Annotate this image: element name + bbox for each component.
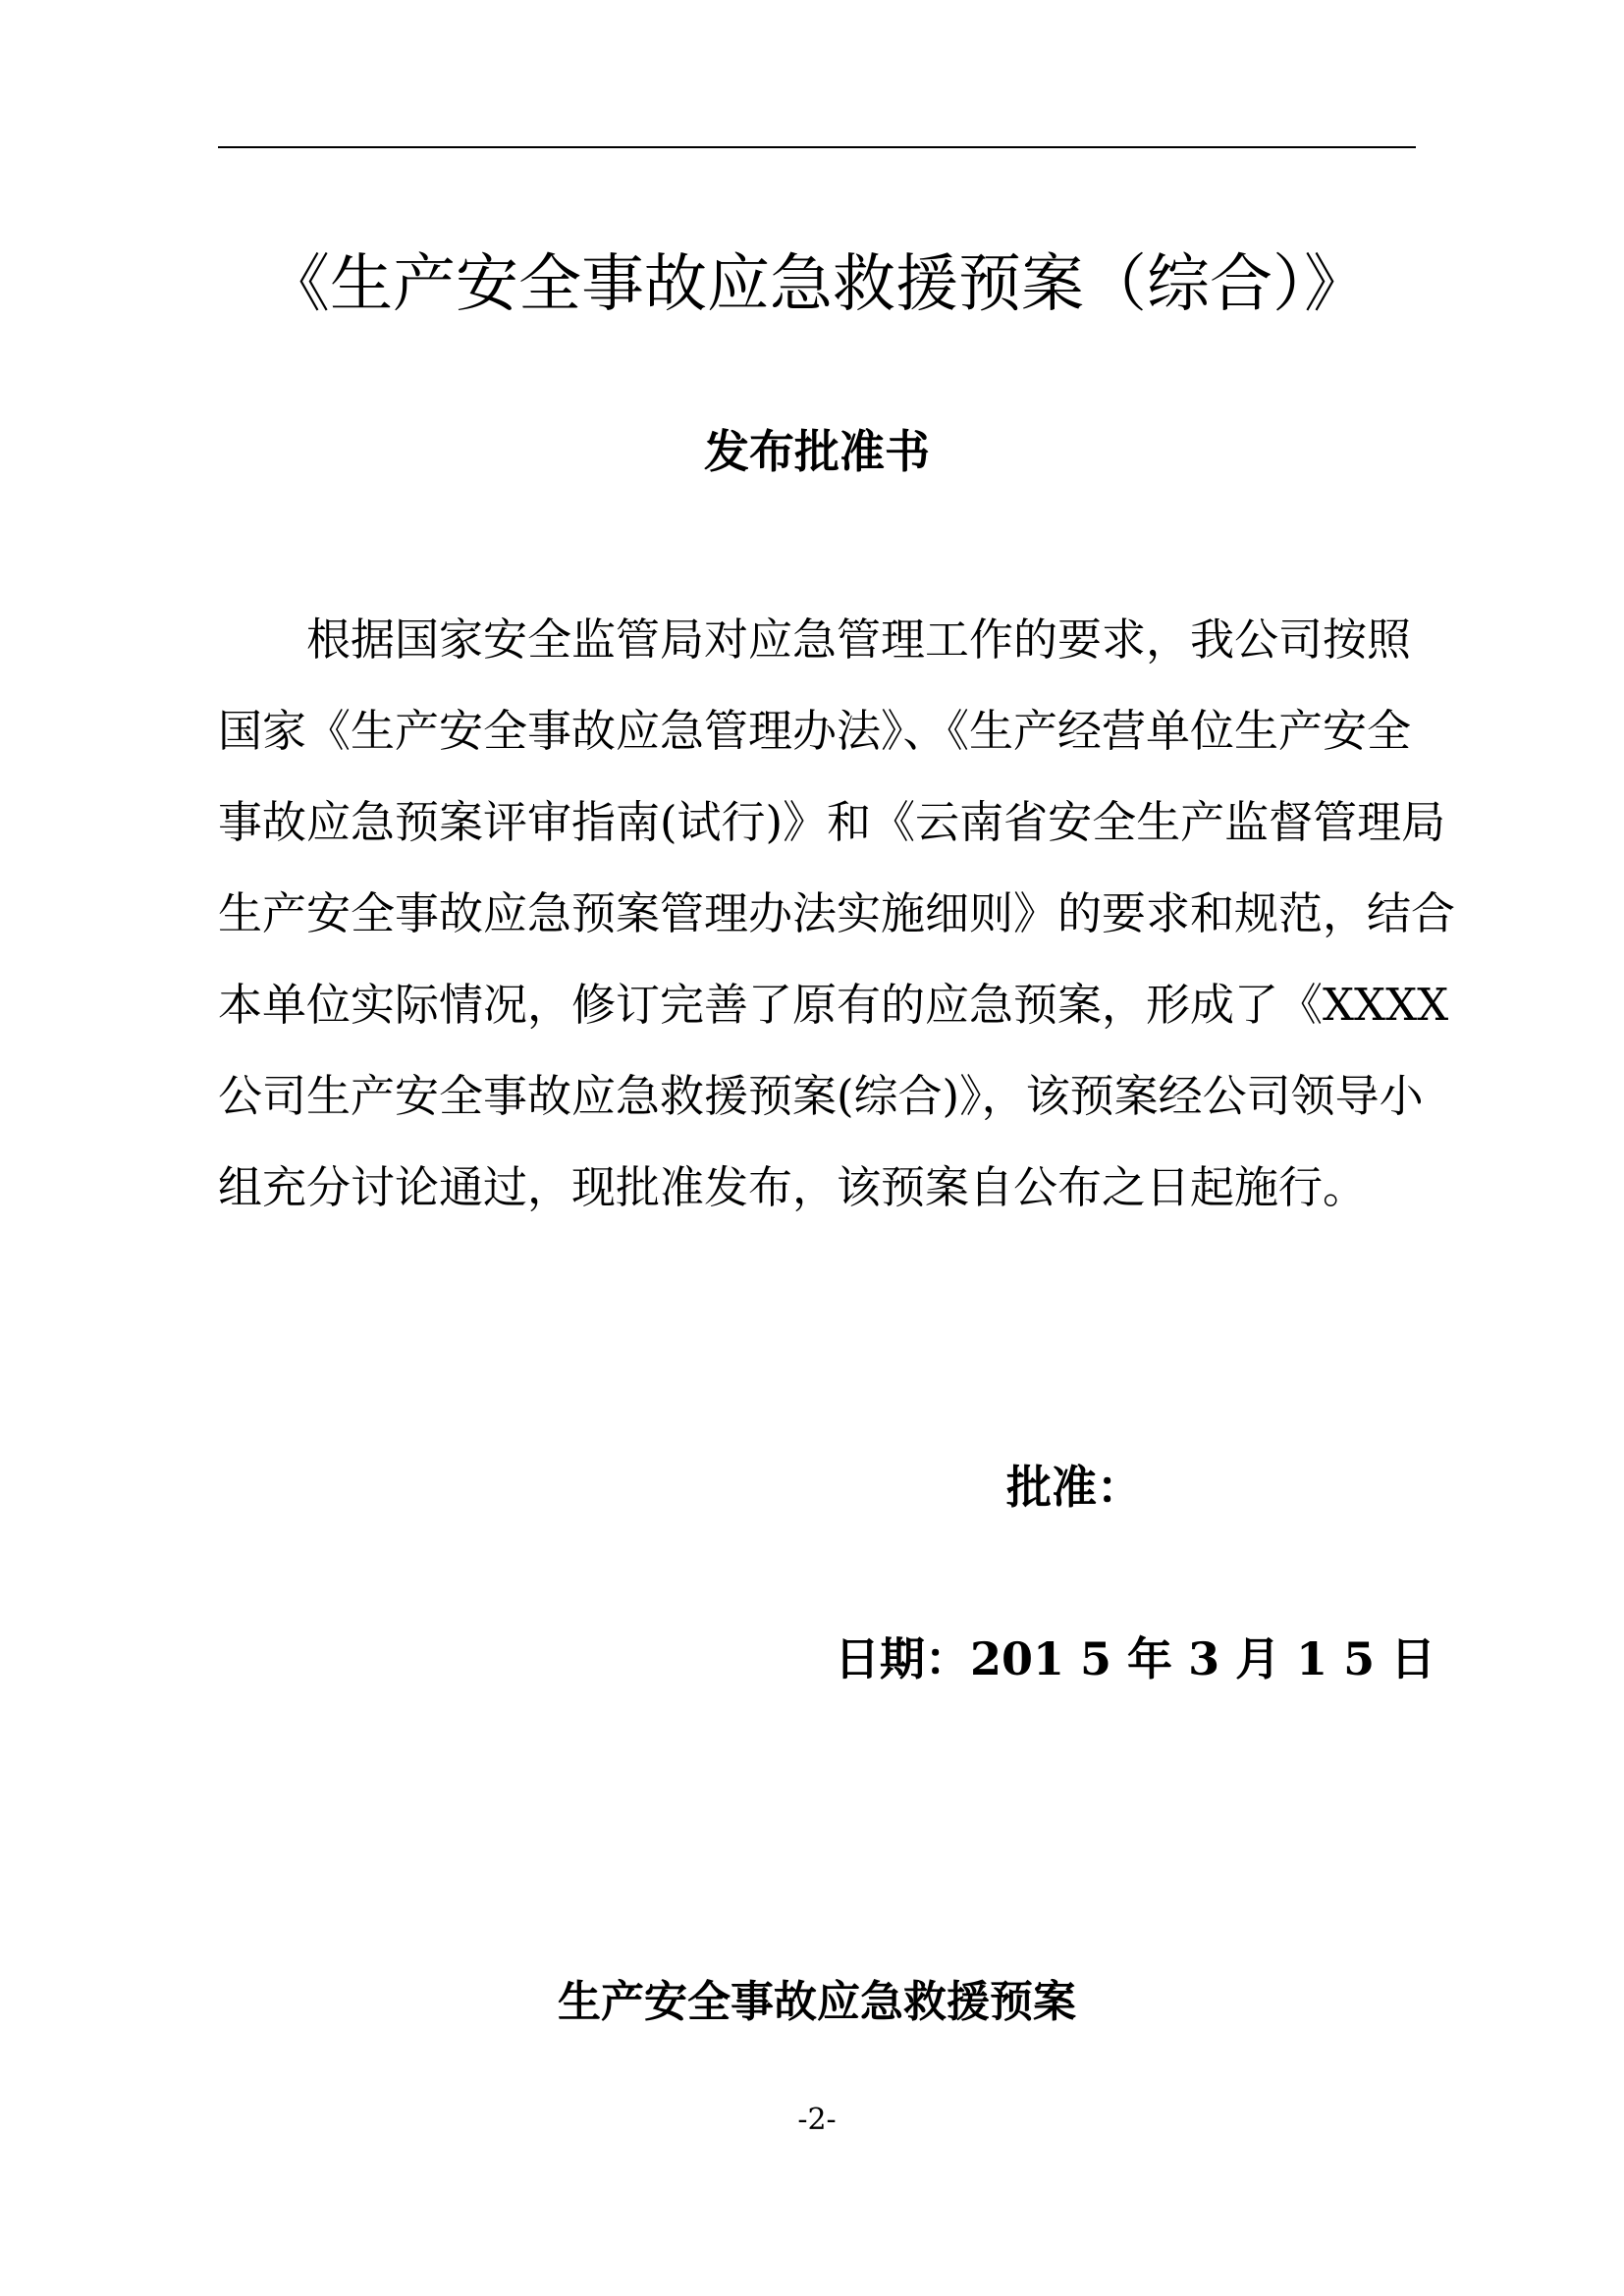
document-title: 《生产安全事故应急救援预案（综合）》	[267, 248, 1367, 321]
body-line: 组充分讨论通过，现批准发布，该预案自公布之日起施行。	[218, 1161, 1368, 1213]
body-line: 国家《生产安全事故应急管理办法》、《生产经营单位生产安全	[218, 705, 1412, 757]
body-paragraph	[218, 594, 1456, 1233]
approval-label: 批准：	[1006, 1461, 1142, 1514]
document-subtitle: 发布批准书	[704, 425, 930, 478]
body-line: 生产安全事故应急预案管理办法实施细则》的要求和规范，结合	[218, 887, 1456, 939]
body-line: 本单位实际情况，修订完善了原有的应急预案，形成了《XXXX	[218, 979, 1449, 1031]
body-line: 公司生产安全事故应急救援预案(综合)》，该预案经公司领导小	[218, 1070, 1424, 1122]
body-line: 事故应急预案评审指南(试行)》和《云南省安全生产监督管理局	[218, 796, 1446, 848]
page-number: -2-	[797, 2103, 837, 2137]
approval-date: 日期：201 5 年 3 月 1 5 日	[835, 1632, 1436, 1685]
header-rule	[218, 146, 1416, 148]
body-line: 根据国家安全监管局对应急管理工作的要求，我公司按照	[306, 614, 1412, 666]
footer-title: 生产安全事故应急救援预案	[558, 1977, 1076, 2027]
